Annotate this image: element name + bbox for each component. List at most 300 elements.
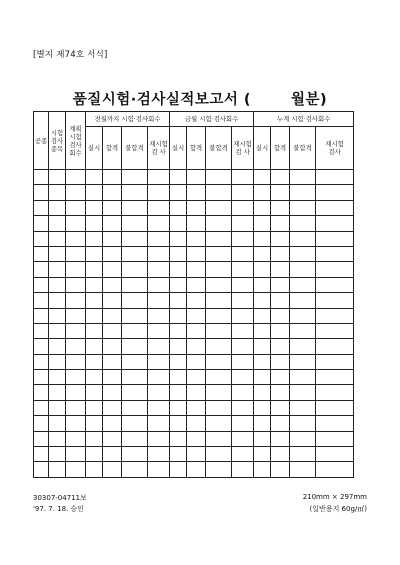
- table-cell[interactable]: [170, 339, 187, 354]
- table-cell[interactable]: [290, 231, 316, 246]
- table-cell[interactable]: [86, 170, 103, 185]
- table-cell[interactable]: [103, 323, 122, 338]
- table-cell[interactable]: [66, 231, 86, 246]
- table-cell[interactable]: [187, 200, 206, 215]
- table-cell[interactable]: [206, 262, 232, 277]
- table-cell[interactable]: [271, 262, 290, 277]
- table-cell[interactable]: [254, 416, 271, 431]
- table-cell[interactable]: [122, 447, 148, 462]
- table-cell[interactable]: [148, 339, 170, 354]
- table-cell[interactable]: [290, 462, 316, 478]
- table-cell[interactable]: [254, 277, 271, 292]
- table-cell[interactable]: [254, 431, 271, 446]
- table-cell[interactable]: [34, 200, 49, 215]
- table-cell[interactable]: [34, 277, 49, 292]
- table-cell[interactable]: [254, 354, 271, 369]
- table-cell[interactable]: [34, 431, 49, 446]
- table-cell[interactable]: [170, 354, 187, 369]
- table-cell[interactable]: [34, 262, 49, 277]
- table-cell[interactable]: [206, 170, 232, 185]
- table-cell[interactable]: [122, 370, 148, 385]
- table-cell[interactable]: [170, 246, 187, 261]
- table-cell[interactable]: [187, 354, 206, 369]
- table-cell[interactable]: [103, 277, 122, 292]
- table-cell[interactable]: [170, 416, 187, 431]
- table-cell[interactable]: [232, 231, 254, 246]
- table-cell[interactable]: [290, 370, 316, 385]
- table-cell[interactable]: [316, 170, 354, 185]
- table-cell[interactable]: [254, 216, 271, 231]
- table-cell[interactable]: [316, 262, 354, 277]
- table-cell[interactable]: [66, 246, 86, 261]
- table-cell[interactable]: [316, 216, 354, 231]
- table-cell[interactable]: [103, 216, 122, 231]
- table-cell[interactable]: [148, 170, 170, 185]
- table-cell[interactable]: [187, 400, 206, 415]
- table-cell[interactable]: [86, 370, 103, 385]
- table-cell[interactable]: [66, 462, 86, 478]
- table-cell[interactable]: [187, 323, 206, 338]
- table-cell[interactable]: [148, 216, 170, 231]
- table-cell[interactable]: [290, 200, 316, 215]
- table-cell[interactable]: [34, 447, 49, 462]
- table-cell[interactable]: [206, 370, 232, 385]
- table-cell[interactable]: [271, 170, 290, 185]
- table-cell[interactable]: [316, 308, 354, 323]
- table-cell[interactable]: [148, 185, 170, 200]
- table-cell[interactable]: [290, 447, 316, 462]
- table-cell[interactable]: [49, 323, 66, 338]
- table-cell[interactable]: [290, 400, 316, 415]
- table-cell[interactable]: [103, 400, 122, 415]
- table-cell[interactable]: [271, 354, 290, 369]
- table-cell[interactable]: [232, 370, 254, 385]
- table-cell[interactable]: [66, 354, 86, 369]
- table-cell[interactable]: [187, 462, 206, 478]
- table-cell[interactable]: [122, 339, 148, 354]
- table-cell[interactable]: [206, 293, 232, 308]
- table-cell[interactable]: [86, 447, 103, 462]
- table-cell[interactable]: [49, 170, 66, 185]
- table-cell[interactable]: [86, 246, 103, 261]
- table-cell[interactable]: [206, 246, 232, 261]
- table-cell[interactable]: [34, 385, 49, 400]
- table-cell[interactable]: [187, 385, 206, 400]
- table-cell[interactable]: [148, 231, 170, 246]
- table-cell[interactable]: [254, 323, 271, 338]
- table-cell[interactable]: [34, 293, 49, 308]
- table-cell[interactable]: [271, 231, 290, 246]
- table-cell[interactable]: [254, 385, 271, 400]
- table-cell[interactable]: [49, 431, 66, 446]
- table-cell[interactable]: [187, 431, 206, 446]
- table-cell[interactable]: [271, 385, 290, 400]
- table-cell[interactable]: [148, 293, 170, 308]
- table-cell[interactable]: [316, 370, 354, 385]
- table-cell[interactable]: [86, 354, 103, 369]
- table-cell[interactable]: [271, 416, 290, 431]
- table-cell[interactable]: [103, 447, 122, 462]
- table-cell[interactable]: [316, 200, 354, 215]
- table-cell[interactable]: [187, 308, 206, 323]
- table-cell[interactable]: [170, 323, 187, 338]
- table-cell[interactable]: [232, 262, 254, 277]
- table-cell[interactable]: [232, 354, 254, 369]
- table-cell[interactable]: [170, 400, 187, 415]
- table-cell[interactable]: [49, 447, 66, 462]
- table-cell[interactable]: [316, 323, 354, 338]
- table-cell[interactable]: [187, 447, 206, 462]
- table-cell[interactable]: [206, 231, 232, 246]
- table-cell[interactable]: [316, 431, 354, 446]
- table-cell[interactable]: [66, 431, 86, 446]
- table-cell[interactable]: [66, 370, 86, 385]
- table-cell[interactable]: [49, 293, 66, 308]
- table-cell[interactable]: [187, 246, 206, 261]
- table-cell[interactable]: [34, 216, 49, 231]
- table-cell[interactable]: [148, 447, 170, 462]
- table-cell[interactable]: [206, 416, 232, 431]
- table-cell[interactable]: [86, 431, 103, 446]
- table-cell[interactable]: [316, 354, 354, 369]
- table-cell[interactable]: [148, 246, 170, 261]
- table-cell[interactable]: [290, 246, 316, 261]
- table-cell[interactable]: [66, 170, 86, 185]
- table-cell[interactable]: [49, 400, 66, 415]
- table-cell[interactable]: [122, 385, 148, 400]
- table-cell[interactable]: [148, 308, 170, 323]
- table-cell[interactable]: [66, 308, 86, 323]
- table-cell[interactable]: [271, 277, 290, 292]
- table-cell[interactable]: [86, 323, 103, 338]
- table-cell[interactable]: [49, 200, 66, 215]
- table-cell[interactable]: [290, 416, 316, 431]
- table-cell[interactable]: [49, 385, 66, 400]
- table-cell[interactable]: [170, 293, 187, 308]
- table-cell[interactable]: [170, 231, 187, 246]
- table-cell[interactable]: [290, 185, 316, 200]
- table-cell[interactable]: [34, 339, 49, 354]
- table-cell[interactable]: [206, 339, 232, 354]
- table-cell[interactable]: [66, 416, 86, 431]
- table-cell[interactable]: [148, 277, 170, 292]
- table-cell[interactable]: [34, 416, 49, 431]
- table-cell[interactable]: [103, 385, 122, 400]
- table-cell[interactable]: [122, 431, 148, 446]
- table-cell[interactable]: [170, 370, 187, 385]
- table-cell[interactable]: [122, 400, 148, 415]
- table-cell[interactable]: [103, 354, 122, 369]
- table-cell[interactable]: [122, 277, 148, 292]
- table-cell[interactable]: [170, 170, 187, 185]
- table-cell[interactable]: [254, 293, 271, 308]
- table-cell[interactable]: [232, 400, 254, 415]
- table-cell[interactable]: [206, 447, 232, 462]
- table-cell[interactable]: [271, 246, 290, 261]
- table-cell[interactable]: [206, 431, 232, 446]
- table-cell[interactable]: [316, 416, 354, 431]
- table-cell[interactable]: [86, 200, 103, 215]
- table-cell[interactable]: [316, 400, 354, 415]
- table-cell[interactable]: [206, 385, 232, 400]
- table-cell[interactable]: [290, 216, 316, 231]
- table-cell[interactable]: [122, 200, 148, 215]
- table-cell[interactable]: [103, 170, 122, 185]
- table-cell[interactable]: [206, 185, 232, 200]
- table-cell[interactable]: [34, 400, 49, 415]
- table-cell[interactable]: [122, 216, 148, 231]
- table-cell[interactable]: [49, 246, 66, 261]
- table-cell[interactable]: [187, 277, 206, 292]
- table-cell[interactable]: [122, 246, 148, 261]
- table-cell[interactable]: [187, 339, 206, 354]
- table-cell[interactable]: [170, 200, 187, 215]
- table-cell[interactable]: [254, 170, 271, 185]
- table-cell[interactable]: [122, 185, 148, 200]
- table-cell[interactable]: [206, 200, 232, 215]
- table-cell[interactable]: [271, 185, 290, 200]
- table-cell[interactable]: [148, 370, 170, 385]
- table-cell[interactable]: [122, 354, 148, 369]
- table-cell[interactable]: [271, 370, 290, 385]
- table-cell[interactable]: [254, 262, 271, 277]
- table-cell[interactable]: [170, 385, 187, 400]
- table-cell[interactable]: [86, 308, 103, 323]
- table-cell[interactable]: [316, 277, 354, 292]
- table-cell[interactable]: [103, 431, 122, 446]
- table-cell[interactable]: [49, 370, 66, 385]
- table-cell[interactable]: [206, 216, 232, 231]
- table-cell[interactable]: [170, 462, 187, 478]
- table-cell[interactable]: [66, 216, 86, 231]
- table-cell[interactable]: [232, 431, 254, 446]
- table-cell[interactable]: [66, 262, 86, 277]
- table-cell[interactable]: [49, 231, 66, 246]
- table-cell[interactable]: [86, 462, 103, 478]
- table-cell[interactable]: [254, 462, 271, 478]
- table-cell[interactable]: [316, 293, 354, 308]
- table-cell[interactable]: [232, 447, 254, 462]
- table-cell[interactable]: [49, 185, 66, 200]
- table-cell[interactable]: [187, 370, 206, 385]
- table-cell[interactable]: [290, 354, 316, 369]
- table-cell[interactable]: [49, 216, 66, 231]
- table-cell[interactable]: [66, 293, 86, 308]
- table-cell[interactable]: [103, 231, 122, 246]
- table-cell[interactable]: [254, 447, 271, 462]
- table-cell[interactable]: [66, 323, 86, 338]
- table-cell[interactable]: [232, 308, 254, 323]
- table-cell[interactable]: [49, 277, 66, 292]
- table-cell[interactable]: [271, 200, 290, 215]
- table-cell[interactable]: [34, 308, 49, 323]
- table-cell[interactable]: [187, 185, 206, 200]
- table-cell[interactable]: [86, 185, 103, 200]
- table-cell[interactable]: [170, 447, 187, 462]
- table-cell[interactable]: [206, 323, 232, 338]
- table-cell[interactable]: [103, 339, 122, 354]
- table-cell[interactable]: [290, 308, 316, 323]
- table-cell[interactable]: [103, 185, 122, 200]
- table-cell[interactable]: [232, 293, 254, 308]
- table-cell[interactable]: [103, 370, 122, 385]
- table-cell[interactable]: [206, 277, 232, 292]
- table-cell[interactable]: [148, 323, 170, 338]
- table-cell[interactable]: [290, 339, 316, 354]
- table-cell[interactable]: [316, 462, 354, 478]
- table-cell[interactable]: [271, 400, 290, 415]
- table-cell[interactable]: [290, 170, 316, 185]
- table-cell[interactable]: [66, 400, 86, 415]
- table-cell[interactable]: [254, 200, 271, 215]
- table-cell[interactable]: [170, 308, 187, 323]
- table-cell[interactable]: [122, 293, 148, 308]
- table-cell[interactable]: [49, 262, 66, 277]
- table-cell[interactable]: [34, 354, 49, 369]
- table-cell[interactable]: [316, 246, 354, 261]
- table-cell[interactable]: [271, 293, 290, 308]
- table-cell[interactable]: [103, 416, 122, 431]
- table-cell[interactable]: [170, 262, 187, 277]
- table-cell[interactable]: [290, 262, 316, 277]
- table-cell[interactable]: [34, 323, 49, 338]
- table-cell[interactable]: [316, 447, 354, 462]
- table-cell[interactable]: [49, 416, 66, 431]
- table-cell[interactable]: [148, 262, 170, 277]
- table-cell[interactable]: [86, 385, 103, 400]
- table-cell[interactable]: [66, 277, 86, 292]
- table-cell[interactable]: [232, 339, 254, 354]
- table-cell[interactable]: [290, 277, 316, 292]
- table-cell[interactable]: [148, 385, 170, 400]
- table-cell[interactable]: [66, 447, 86, 462]
- table-cell[interactable]: [122, 262, 148, 277]
- table-cell[interactable]: [49, 339, 66, 354]
- table-cell[interactable]: [271, 308, 290, 323]
- table-cell[interactable]: [232, 170, 254, 185]
- table-cell[interactable]: [148, 462, 170, 478]
- table-cell[interactable]: [254, 400, 271, 415]
- table-cell[interactable]: [86, 262, 103, 277]
- table-cell[interactable]: [254, 231, 271, 246]
- table-cell[interactable]: [232, 385, 254, 400]
- table-cell[interactable]: [187, 170, 206, 185]
- table-cell[interactable]: [86, 231, 103, 246]
- table-cell[interactable]: [170, 216, 187, 231]
- table-cell[interactable]: [206, 308, 232, 323]
- table-cell[interactable]: [232, 216, 254, 231]
- table-cell[interactable]: [290, 293, 316, 308]
- table-cell[interactable]: [271, 447, 290, 462]
- table-cell[interactable]: [103, 293, 122, 308]
- table-cell[interactable]: [66, 339, 86, 354]
- table-cell[interactable]: [232, 277, 254, 292]
- table-cell[interactable]: [66, 185, 86, 200]
- table-cell[interactable]: [86, 293, 103, 308]
- table-cell[interactable]: [271, 216, 290, 231]
- table-cell[interactable]: [271, 431, 290, 446]
- table-cell[interactable]: [103, 200, 122, 215]
- table-cell[interactable]: [316, 339, 354, 354]
- table-cell[interactable]: [122, 170, 148, 185]
- table-cell[interactable]: [254, 308, 271, 323]
- table-cell[interactable]: [34, 246, 49, 261]
- table-cell[interactable]: [187, 262, 206, 277]
- table-cell[interactable]: [34, 462, 49, 478]
- table-cell[interactable]: [271, 339, 290, 354]
- table-cell[interactable]: [232, 462, 254, 478]
- table-cell[interactable]: [34, 185, 49, 200]
- table-cell[interactable]: [170, 185, 187, 200]
- table-cell[interactable]: [34, 170, 49, 185]
- table-cell[interactable]: [122, 308, 148, 323]
- table-cell[interactable]: [187, 416, 206, 431]
- table-cell[interactable]: [148, 431, 170, 446]
- table-cell[interactable]: [290, 431, 316, 446]
- table-cell[interactable]: [206, 462, 232, 478]
- table-cell[interactable]: [290, 323, 316, 338]
- table-cell[interactable]: [254, 370, 271, 385]
- table-cell[interactable]: [316, 231, 354, 246]
- table-cell[interactable]: [206, 400, 232, 415]
- table-cell[interactable]: [316, 385, 354, 400]
- table-cell[interactable]: [86, 339, 103, 354]
- table-cell[interactable]: [232, 200, 254, 215]
- table-cell[interactable]: [187, 216, 206, 231]
- table-cell[interactable]: [49, 354, 66, 369]
- table-cell[interactable]: [254, 339, 271, 354]
- table-cell[interactable]: [34, 231, 49, 246]
- table-cell[interactable]: [122, 323, 148, 338]
- table-cell[interactable]: [66, 385, 86, 400]
- table-cell[interactable]: [271, 323, 290, 338]
- table-cell[interactable]: [86, 277, 103, 292]
- table-cell[interactable]: [103, 308, 122, 323]
- table-cell[interactable]: [206, 354, 232, 369]
- table-cell[interactable]: [254, 185, 271, 200]
- table-cell[interactable]: [86, 400, 103, 415]
- table-cell[interactable]: [103, 462, 122, 478]
- table-cell[interactable]: [66, 200, 86, 215]
- table-cell[interactable]: [103, 246, 122, 261]
- table-cell[interactable]: [232, 185, 254, 200]
- table-cell[interactable]: [86, 216, 103, 231]
- table-cell[interactable]: [148, 416, 170, 431]
- table-cell[interactable]: [187, 231, 206, 246]
- table-cell[interactable]: [148, 354, 170, 369]
- table-cell[interactable]: [122, 416, 148, 431]
- table-cell[interactable]: [103, 262, 122, 277]
- table-cell[interactable]: [254, 246, 271, 261]
- table-cell[interactable]: [122, 462, 148, 478]
- table-cell[interactable]: [122, 231, 148, 246]
- table-cell[interactable]: [170, 277, 187, 292]
- table-cell[interactable]: [148, 400, 170, 415]
- table-cell[interactable]: [232, 416, 254, 431]
- table-cell[interactable]: [316, 185, 354, 200]
- table-cell[interactable]: [49, 308, 66, 323]
- table-cell[interactable]: [86, 416, 103, 431]
- table-cell[interactable]: [232, 246, 254, 261]
- table-cell[interactable]: [34, 370, 49, 385]
- table-cell[interactable]: [170, 431, 187, 446]
- table-cell[interactable]: [290, 385, 316, 400]
- table-cell[interactable]: [49, 462, 66, 478]
- table-cell[interactable]: [187, 293, 206, 308]
- table-cell[interactable]: [271, 462, 290, 478]
- table-cell[interactable]: [232, 323, 254, 338]
- table-cell[interactable]: [148, 200, 170, 215]
